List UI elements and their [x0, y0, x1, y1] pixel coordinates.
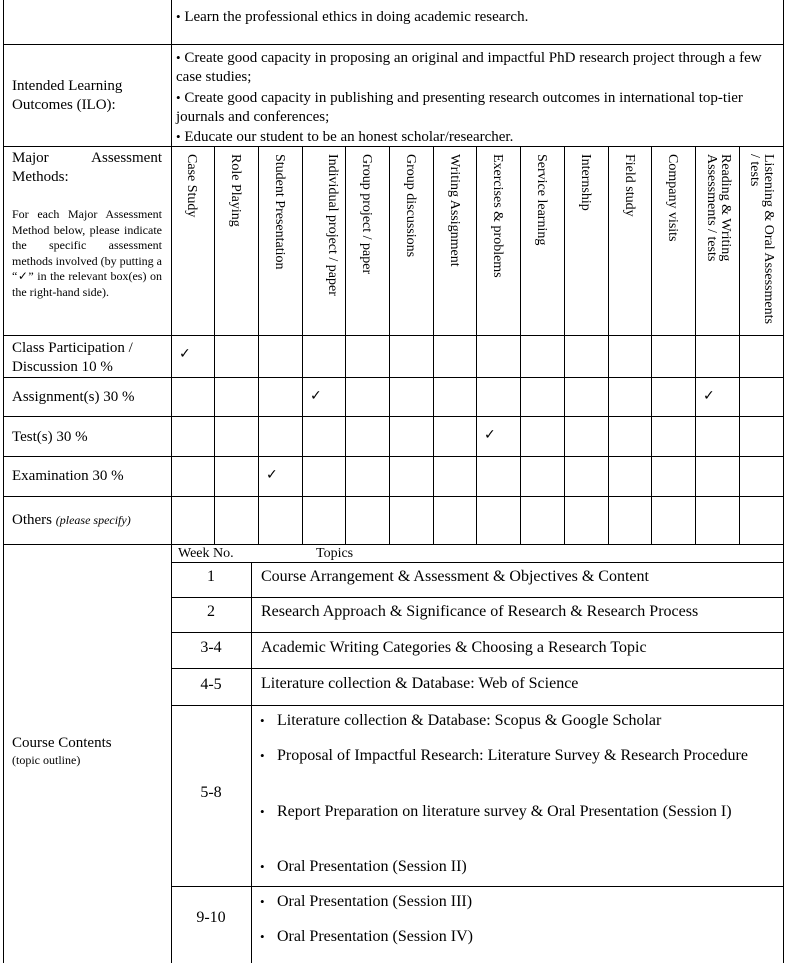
method-header: Company visits	[665, 154, 680, 242]
bullet-icon: •	[260, 859, 265, 874]
bullet-icon: •	[260, 804, 265, 819]
bullet-icon: •	[260, 929, 265, 944]
check-mark: ✓	[179, 346, 191, 362]
assessment-instruction: For each Major Assessment Method below, please indicate the specific assessment methods involved (by putting a “✓” in the relevant box(es) on the right-hand side).	[12, 207, 162, 299]
assessment-row-label: Test(s) 30 %	[12, 429, 88, 445]
topic-bullet-item: • Oral Presentation (Session IV)	[260, 928, 473, 945]
ilo-label: Intended Learning Outcomes (ILO):	[12, 78, 123, 113]
bullet-icon: •	[260, 748, 265, 763]
topics-column-header: Topics	[316, 546, 354, 561]
method-header: Internship	[578, 154, 593, 211]
bullet-icon: •	[260, 894, 265, 909]
method-header: Writing Assignment	[447, 154, 462, 267]
bullet-icon: •	[176, 9, 181, 24]
method-header: Group project / paper	[359, 154, 374, 275]
topic-bullet-item: • Oral Presentation (Session II)	[260, 858, 467, 875]
week-number: 4-5	[200, 676, 222, 693]
method-header: Field study	[622, 154, 637, 217]
method-header: Case Study	[184, 154, 199, 218]
method-header: Individual project / paper	[325, 154, 340, 296]
assessment-row-label: Class Participation / Discussion 10 %	[12, 340, 133, 375]
method-header: Reading & Writing Assessments / tests	[704, 154, 733, 262]
bullet-icon: •	[176, 50, 181, 65]
method-header: Group discussions	[403, 154, 418, 258]
topic-bullet-item: • Proposal of Impactful Research: Literature Survey & Research Procedure	[260, 747, 748, 764]
week-column-header: Week No.	[178, 546, 234, 561]
week-number: 9-10	[196, 909, 226, 926]
bullet-icon: •	[260, 713, 265, 728]
ilo-item: • Create good capacity in proposing an original and impactful PhD research project through a few case studies;	[176, 50, 762, 85]
ilo-item: • Create good capacity in publishing and presenting research outcomes in international top-tier journals and conferences;	[176, 90, 743, 125]
topic: Literature collection & Database: Web of Science	[261, 675, 579, 692]
method-header: Student Presentation	[272, 154, 287, 270]
topic-bullet-item: • Literature collection & Database: Scopus & Google Scholar	[260, 712, 662, 729]
course-contents-sublabel: (topic outline)	[12, 753, 81, 767]
week-number: 2	[207, 603, 215, 620]
topic: Academic Writing Categories & Choosing a Research Topic	[261, 639, 647, 656]
topic: Course Arrangement & Assessment & Objectives & Content	[261, 568, 649, 585]
method-header: Service learning	[534, 154, 549, 246]
bullet-icon: •	[176, 90, 181, 105]
week-number: 1	[207, 568, 215, 585]
method-header: Exercises & problems	[490, 154, 505, 278]
method-header: Listening & Oral Assessments / tests	[747, 154, 776, 324]
week-number: 5-8	[200, 784, 222, 801]
assessment-row-label: Others (please specify)	[12, 512, 131, 528]
topic: Research Approach & Significance of Research & Research Process	[261, 603, 699, 620]
assessment-label: Major Assessment Methods:	[12, 150, 162, 185]
topic-bullet-item: • Report Preparation on literature survey & Oral Presentation (Session I)	[260, 803, 732, 820]
bullet-icon: •	[176, 129, 181, 144]
week-number: 3-4	[200, 639, 222, 656]
assessment-row-label: Examination 30 %	[12, 468, 124, 484]
course-contents-label: Course Contents	[12, 735, 112, 751]
check-mark: ✓	[703, 388, 715, 404]
ilo-item: • Educate our student to be an honest scholar/researcher.	[176, 129, 514, 145]
ilo-top-item: • Learn the professional ethics in doing academic research.	[176, 9, 529, 25]
assessment-row-label: Assignment(s) 30 %	[12, 389, 135, 405]
topic-bullet-item: • Oral Presentation (Session III)	[260, 893, 473, 910]
check-mark: ✓	[310, 388, 322, 404]
method-header: Role Playing	[228, 154, 243, 227]
check-mark: ✓	[266, 467, 278, 483]
check-mark: ✓	[484, 427, 496, 443]
